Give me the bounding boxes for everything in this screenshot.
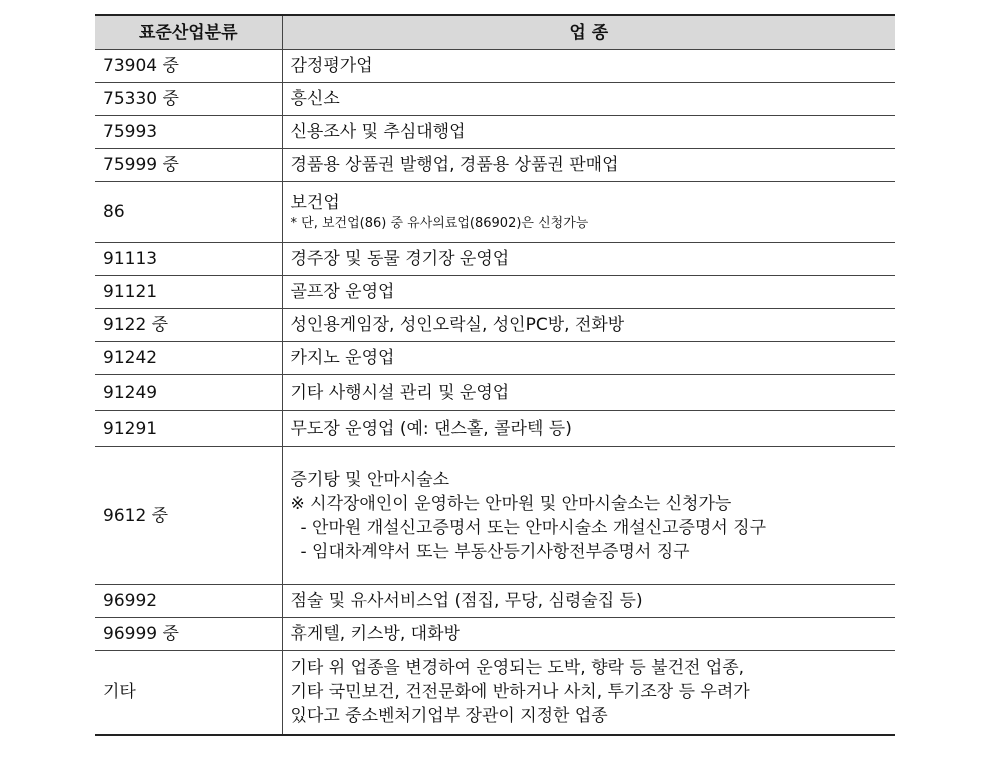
- industry-name: 경품용 상품권 발행업, 경품용 상품권 판매업: [282, 149, 895, 182]
- industry-name: 경주장 및 동물 경기장 운영업: [282, 243, 895, 276]
- restricted-industry-table: [95, 14, 895, 736]
- table-row: [95, 411, 895, 447]
- header-industry: 업 종: [282, 15, 895, 50]
- industry-code: 91242: [95, 342, 282, 375]
- industry-code: 9122 중: [95, 309, 282, 342]
- table-row: [95, 651, 895, 735]
- industry-name: 골프장 운영업: [282, 276, 895, 309]
- industry-code: 91121: [95, 276, 282, 309]
- industry-code: 91113: [95, 243, 282, 276]
- industry-name: 흥신소: [282, 83, 895, 116]
- industry-code: 75330 중: [95, 83, 282, 116]
- table-row: [95, 585, 895, 618]
- table-row: [95, 618, 895, 651]
- table-row: [95, 375, 895, 411]
- industry-name: 보건업 * 단, 보건업(86) 중 유사의료업(86902)은 신청가능: [282, 182, 895, 243]
- table-row: [95, 243, 895, 276]
- industry-code: 75999 중: [95, 149, 282, 182]
- industry-code: 86: [95, 182, 282, 243]
- table-row: [95, 342, 895, 375]
- industry-name: 성인용게임장, 성인오락실, 성인PC방, 전화방: [282, 309, 895, 342]
- industry-name: 감정평가업: [282, 50, 895, 83]
- table-row: [95, 309, 895, 342]
- table-row: [95, 276, 895, 309]
- table-row: [95, 83, 895, 116]
- industry-name: 카지노 운영업: [282, 342, 895, 375]
- industry-name: 기타 위 업종을 변경하여 운영되는 도박, 향락 등 불건전 업종, 기타 국민보건, 건전문화에 반하거나 사치, 투기조장 등 우려가 있다고 중소벤처기업부 장관이 지정한 업종: [282, 651, 895, 735]
- industry-name: 기타 사행시설 관리 및 운영업: [282, 375, 895, 411]
- table-row: [95, 149, 895, 182]
- industry-code: 96999 중: [95, 618, 282, 651]
- industry-name: 신용조사 및 추심대행업: [282, 116, 895, 149]
- table-row: [95, 50, 895, 83]
- industry-name: 점술 및 유사서비스업 (점집, 무당, 심령술집 등): [282, 585, 895, 618]
- industry-name: 증기탕 및 안마시술소 ※ 시각장애인이 운영하는 안마원 및 안마시술소는 신청가능 - 안마원 개설신고증명서 또는 안마시술소 개설신고증명서 징구 - 임대차계약서 또는 부동산등기사항전부증명서 징구: [282, 447, 895, 585]
- table-row: [95, 447, 895, 585]
- exception-note: * 단, 보건업(86) 중 유사의료업(86902)은 신청가능: [290, 216, 589, 231]
- industry-code: 9612 중: [95, 447, 282, 585]
- table-row: [95, 116, 895, 149]
- exception-note: ※ 시각장애인이 운영하는 안마원 및 안마시술소는 신청가능: [290, 493, 732, 514]
- industry-code: 91291: [95, 411, 282, 447]
- industry-name: 무도장 운영업 (예: 댄스홀, 콜라텍 등): [282, 411, 895, 447]
- industry-code: 91249: [95, 375, 282, 411]
- header-code: 표준산업분류: [95, 15, 282, 50]
- table-row: [95, 182, 895, 243]
- industry-name: 휴게텔, 키스방, 대화방: [282, 618, 895, 651]
- industry-code: 96992: [95, 585, 282, 618]
- industry-code: 기타: [95, 651, 282, 735]
- required-document: - 안마원 개설신고증명서 또는 안마시술소 개설신고증명서 징구: [300, 517, 767, 538]
- required-document: - 임대차계약서 또는 부동산등기사항전부증명서 징구: [300, 541, 690, 562]
- industry-code: 73904 중: [95, 50, 282, 83]
- header-row: [95, 15, 895, 50]
- industry-code: 75993: [95, 116, 282, 149]
